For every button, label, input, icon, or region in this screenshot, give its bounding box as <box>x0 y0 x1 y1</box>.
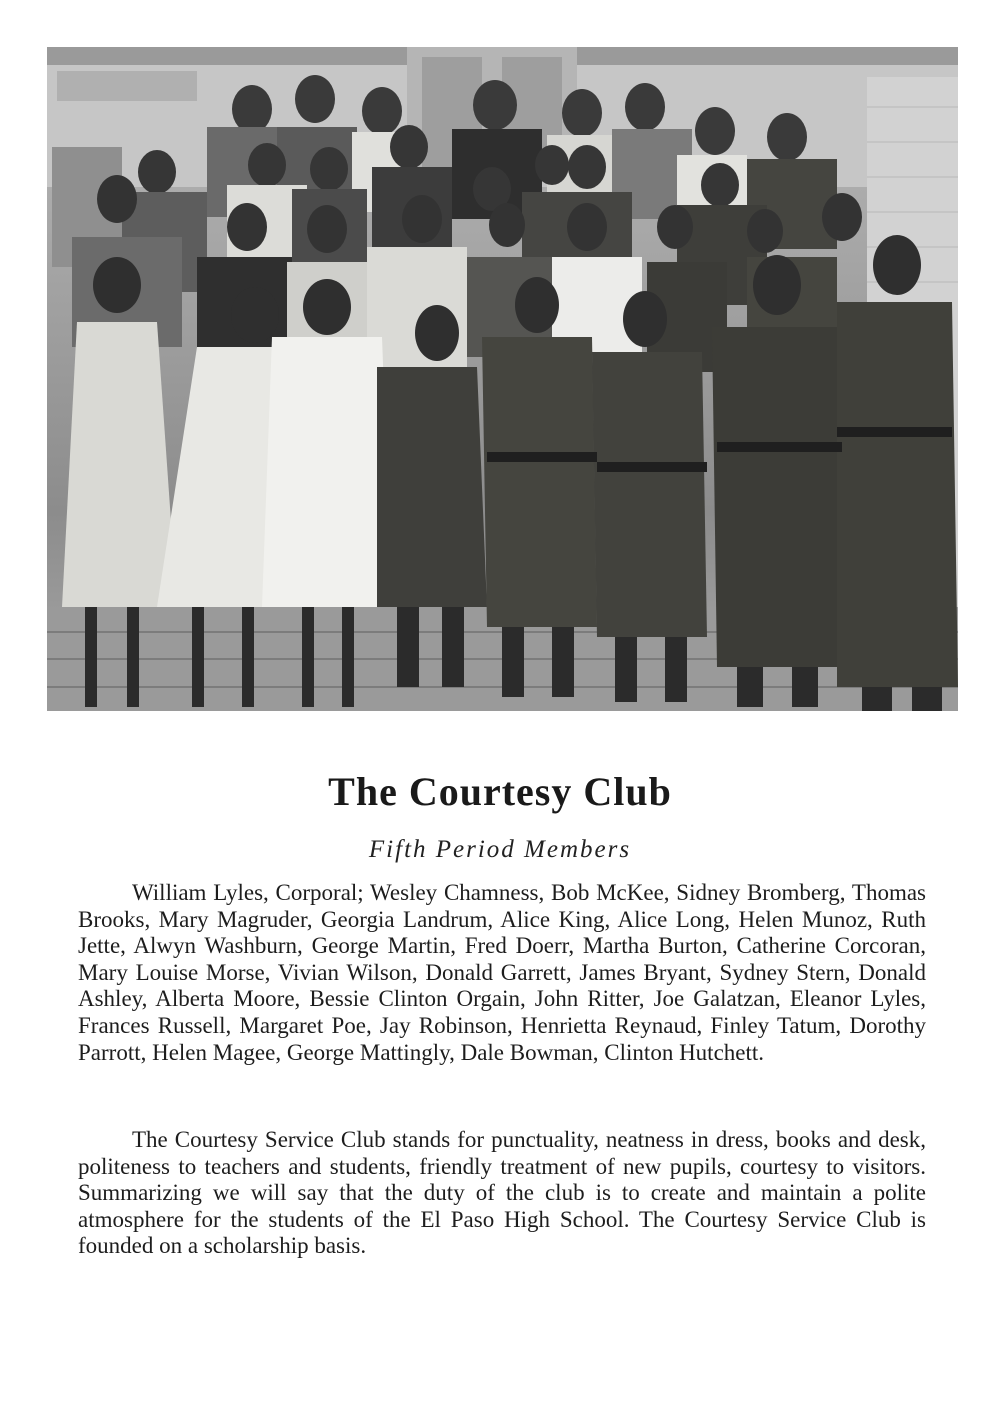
members-paragraph: William Lyles, Corporal; Wesley Chamness, Bob McKee, Sidney Bromberg, Thomas Brooks, Mary Magruder, Georgia Landrum, Alice King, Alice Long, Helen Munoz, Ruth Jette, Alwyn Washburn, George Martin, Fred Doerr, Martha Burton, Catherine Corcoran, Mary Louise Morse, Vivian Wilson, Donald Garrett, James Bryant, Sydney Stern, Donald Ashley, Alberta Moore, Bessie Clinton Orgain, John Ritter, Joe Galatzan, Eleanor Lyles, Frances Russell, Margaret Poe, Jay Robinson, Henrietta Reynaud, Finley Tatum, Dorothy Parrott, Helen Magee, George Mattingly, Dale Bowman, Clinton Hutchett. <box>78 880 926 1065</box>
page-title: The Courtesy Club <box>328 769 672 814</box>
group-photo-image <box>47 47 958 711</box>
group-photo <box>47 47 958 711</box>
description-paragraph: The Courtesy Service Club stands for punctuality, neatness in dress, books and desk, politeness to teachers and students, friendly treatment of new pupils, courtesy to visitors. Summarizing we will say that the duty of the club is to create and maintain a polite atmosphere for the students of the El Paso High School. The Courtesy Service Club is founded on a scholarship basis. <box>78 1127 926 1259</box>
page-subtitle: Fifth Period Members <box>368 836 632 863</box>
